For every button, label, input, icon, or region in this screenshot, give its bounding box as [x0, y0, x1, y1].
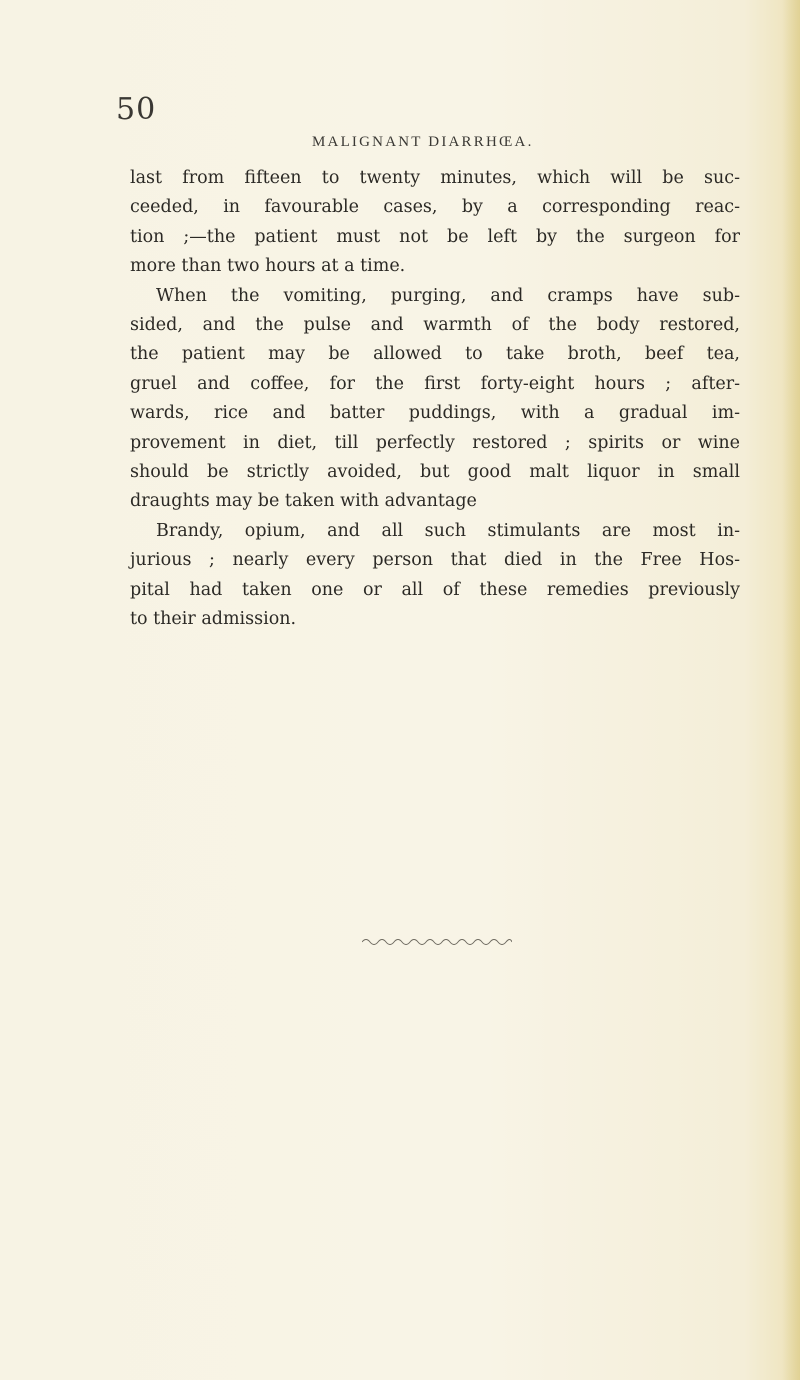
text-line: jurious ; nearly every person that died in the Free Hos- — [130, 550, 740, 571]
text-line: provement in diet, till perfectly restored ; spirits or wine — [130, 432, 740, 453]
running-head: MALIGNANT DIARRHŒA. — [312, 134, 534, 150]
page-edge-stain — [782, 0, 800, 1380]
wavy-rule-ornament — [362, 935, 512, 947]
text-line: gruel and coffee, for the first forty-eight hours ; after- — [130, 373, 740, 394]
body-text — [130, 164, 740, 635]
text-line: last from fifteen to twenty minutes, which will be suc- — [130, 168, 740, 188]
text-line: should be strictly avoided, but good malt liquor in small — [130, 462, 740, 483]
text-line: more than two hours at a time. — [130, 256, 406, 277]
text-line: tion ;—the patient must not be left by the surgeon for — [130, 226, 740, 247]
page-number: 50 — [116, 92, 157, 127]
text-line: draughts may be taken with advantage — [130, 491, 477, 512]
text-line: wards, rice and batter puddings, with a gradual im- — [130, 403, 740, 424]
text-line: pital had taken one or all of these remedies previously — [130, 579, 740, 600]
text-line: the patient may be allowed to take broth, beef tea, — [130, 344, 740, 365]
text-line: sided, and the pulse and warmth of the body restored, — [130, 315, 740, 336]
text-line: to their admission. — [130, 609, 297, 630]
paragraph-start-line: When the vomiting, purging, and cramps have sub- — [156, 285, 740, 306]
text-line: ceeded, in favourable cases, by a corresponding reac- — [130, 197, 740, 218]
paragraph-start-line: Brandy, opium, and all such stimulants are most in- — [156, 520, 740, 541]
